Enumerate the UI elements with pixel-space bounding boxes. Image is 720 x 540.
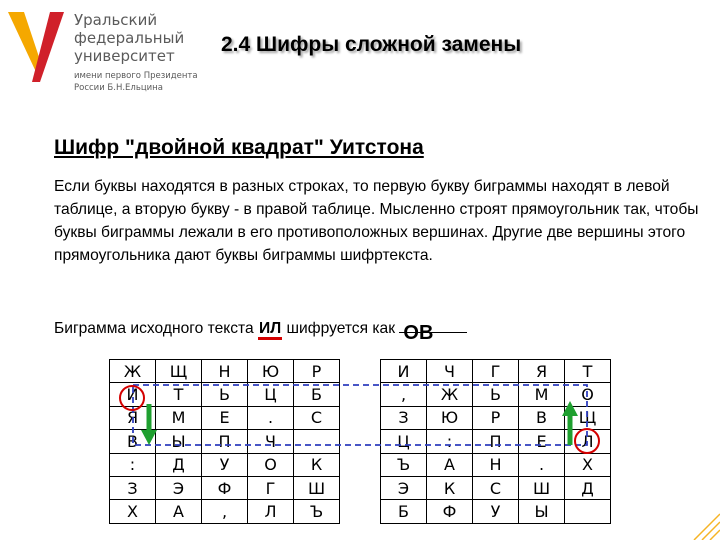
table-cell: Я xyxy=(110,406,156,429)
table-cell: Н xyxy=(202,360,248,383)
table-cell: У xyxy=(202,453,248,476)
table-cell: Э xyxy=(156,476,202,499)
table-row xyxy=(381,383,611,406)
table-cell: В xyxy=(519,406,565,429)
table-cell: Д xyxy=(565,476,611,499)
table-cell: Ж xyxy=(427,383,473,406)
explanation-paragraph: Если буквы находятся в разных строках, то первую букву биграммы находят в левой таблице, а вторую букву - в правой таблице. Мысленно строят прямоугольник так, чтобы буквы биграммы лежали в его противоположных вершинах. Другие две вершины этого прямоугольника дают буквы биграммы шифртекста. xyxy=(54,178,699,264)
table-cell: Г xyxy=(248,476,294,499)
table-cell: Е xyxy=(202,406,248,429)
table-cell: П xyxy=(473,430,519,453)
table-cell: А xyxy=(156,500,202,523)
table-cell: В xyxy=(110,430,156,453)
table-row xyxy=(381,476,611,499)
table-row xyxy=(110,383,340,406)
table-cell xyxy=(565,500,611,523)
table-row xyxy=(110,430,340,453)
table-cell: Ю xyxy=(248,360,294,383)
slide-title: 2.4 Шифры сложной замены xyxy=(221,33,522,56)
table-row xyxy=(110,500,340,523)
urfu-logo-icon xyxy=(6,8,66,88)
table-row xyxy=(381,500,611,523)
table-cell: Щ xyxy=(156,360,202,383)
table-cell: Т xyxy=(156,383,202,406)
table-cell: Я xyxy=(519,360,565,383)
table-cell: . xyxy=(248,406,294,429)
table-cell: К xyxy=(427,476,473,499)
bigram-line xyxy=(54,320,467,344)
table-cell: Ж xyxy=(110,360,156,383)
table-cell: Р xyxy=(294,360,340,383)
table-cell: Ь xyxy=(202,383,248,406)
table-cell: Ю xyxy=(427,406,473,429)
table-cell: Д xyxy=(156,453,202,476)
table-cell: Б xyxy=(294,383,340,406)
table-cell: Ы xyxy=(156,430,202,453)
table-cell: М xyxy=(156,406,202,429)
table-cell: К xyxy=(294,453,340,476)
table-cell: Т xyxy=(565,360,611,383)
table-cell: Ц xyxy=(248,383,294,406)
logo-line-1: Уральский xyxy=(74,11,158,29)
table-cell: , xyxy=(202,500,248,523)
table-cell: Х xyxy=(110,500,156,523)
table-cell: Ы xyxy=(519,500,565,523)
logo-line-3: университет xyxy=(74,47,175,65)
table-cell: : xyxy=(427,430,473,453)
table-cell: С xyxy=(294,406,340,429)
table-row xyxy=(110,360,340,383)
section-subtitle: Шифр "двойной квадрат" Уитстона xyxy=(54,136,424,159)
table-cell: Е xyxy=(519,430,565,453)
table-row xyxy=(110,476,340,499)
table-cell: Ф xyxy=(427,500,473,523)
table-cell: У xyxy=(473,500,519,523)
table-cell: Ъ xyxy=(381,453,427,476)
table-cell: З xyxy=(110,476,156,499)
table-cell: О xyxy=(565,383,611,406)
university-logo xyxy=(0,0,200,100)
right-cipher-table xyxy=(380,359,611,524)
table-cell: . xyxy=(519,453,565,476)
decorative-corner-icon xyxy=(694,514,720,540)
result-blank xyxy=(399,322,467,344)
table-cell: С xyxy=(473,476,519,499)
table-cell: Ш xyxy=(294,476,340,499)
table-cell xyxy=(294,430,340,453)
result-bigram: ОВ xyxy=(403,322,434,344)
table-row xyxy=(110,453,340,476)
source-bigram: ИЛ xyxy=(258,320,282,340)
table-cell: Э xyxy=(381,476,427,499)
table-row xyxy=(381,360,611,383)
bigram-middle: шифруется как xyxy=(282,320,400,337)
table-cell: Ь xyxy=(473,383,519,406)
table-cell: Л xyxy=(248,500,294,523)
table-row xyxy=(110,406,340,429)
table-cell: П xyxy=(202,430,248,453)
left-cipher-table xyxy=(109,359,340,524)
table-row xyxy=(381,453,611,476)
table-cell: Ч xyxy=(248,430,294,453)
table-row xyxy=(381,406,611,429)
table-cell: Ш xyxy=(519,476,565,499)
table-cell: : xyxy=(110,453,156,476)
table-cell: Ф xyxy=(202,476,248,499)
table-cell: О xyxy=(248,453,294,476)
table-cell: Щ xyxy=(565,406,611,429)
table-cell: Ч xyxy=(427,360,473,383)
table-cell: Ъ xyxy=(294,500,340,523)
bigram-prefix: Биграмма исходного текста xyxy=(54,320,259,337)
table-cell: А xyxy=(427,453,473,476)
table-cell: , xyxy=(381,383,427,406)
logo-line-2: федеральный xyxy=(74,29,185,47)
table-cell: И xyxy=(110,383,156,406)
table-cell: Г xyxy=(473,360,519,383)
table-cell: Л xyxy=(565,430,611,453)
table-cell: Х xyxy=(565,453,611,476)
table-cell: Р xyxy=(473,406,519,429)
logo-line-4: имени первого Президента xyxy=(74,71,198,81)
table-cell: М xyxy=(519,383,565,406)
table-cell: З xyxy=(381,406,427,429)
table-cell: Б xyxy=(381,500,427,523)
table-row xyxy=(381,430,611,453)
table-cell: И xyxy=(381,360,427,383)
table-cell: Ц xyxy=(381,430,427,453)
table-cell: Н xyxy=(473,453,519,476)
logo-line-5: России Б.Н.Ельцина xyxy=(74,83,163,93)
